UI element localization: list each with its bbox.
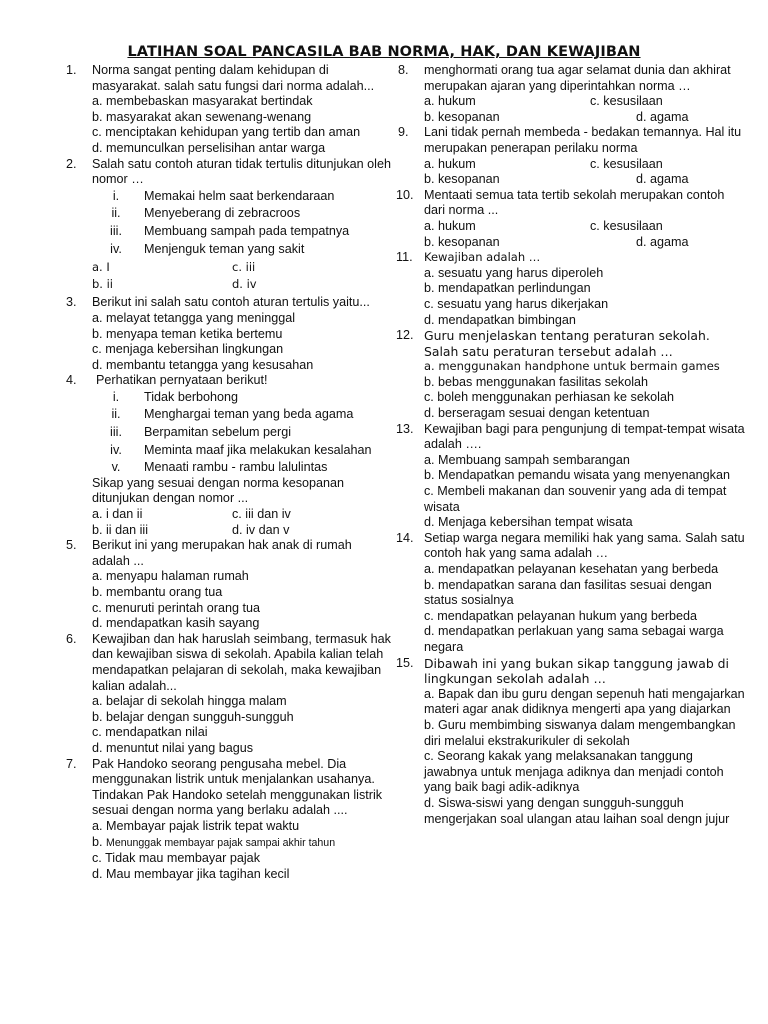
option-b: b. kesopanan: [424, 234, 500, 249]
question-number: 5.: [66, 538, 77, 553]
option-c: c. Seorang kakak yang melaksanakan tanggung jawabnya untuk menjaga adiknya dan menjadi contoh yang baik bagi adik-adiknya: [424, 749, 724, 795]
option-c: c. mendapatkan pelayanan hukum yang berbeda: [424, 608, 698, 623]
option-c: c. Membeli makanan dan souvenir yang ada di tempat wisata: [424, 484, 727, 514]
option-c: c. menciptakan kehidupan yang tertib dan aman: [92, 125, 361, 140]
option-b: b. kesopanan: [424, 109, 500, 124]
question-number: 11.: [396, 250, 413, 265]
option-a: a. Membuang sampah sembarangan: [424, 452, 630, 467]
option-c: c. sesuatu yang harus dikerjakan: [424, 296, 609, 311]
statement-number: i.: [112, 389, 120, 404]
statement-number: iv.: [110, 442, 122, 457]
option-a: a. hukum: [424, 94, 476, 109]
option-d: d. agama: [636, 234, 689, 249]
question-text: Dibawah ini yang bukan sikap tanggung jawab di lingkungan sekolah adalah …: [424, 655, 729, 687]
option-c: c. iii dan iv: [232, 507, 291, 522]
option-c: c. iii: [232, 260, 256, 275]
question-9: [396, 125, 748, 187]
statement-text: Membuang sampah pada tempatnya: [144, 223, 350, 238]
question-number: 14.: [396, 530, 414, 545]
option-row: [92, 507, 392, 523]
statement-number: iii.: [110, 425, 122, 440]
option-row: [424, 235, 748, 251]
question-text: menghormati orang tua agar selamat dunia dan akhirat merupakan ajaran yang diperintahkan norma …: [424, 63, 731, 93]
question-5: [64, 538, 392, 632]
statement-iv: [92, 443, 392, 459]
option-d: d. mendapatkan bimbingan: [424, 312, 576, 327]
option-b: b. mendapatkan perlindungan: [424, 281, 591, 296]
option-a: a. menggunakan handphone untuk bermain games: [424, 359, 720, 374]
question-text: Berikut ini salah satu contoh aturan tertulis yaitu...: [92, 295, 370, 310]
option-b: b. belajar dengan sungguh-sungguh: [92, 709, 294, 724]
question-text: Salah satu contoh aturan tidak tertulis ditunjukan oleh nomor …: [92, 156, 391, 187]
option-d: d. memunculkan perselisihan antar warga: [92, 140, 326, 155]
question-text: Setiap warga negara memiliki hak yang sama. Salah satu contoh hak yang sama adalah …: [424, 530, 745, 561]
question-text-continued: Sikap yang sesuai dengan norma kesopanan ditunjukan dengan nomor ...: [92, 475, 345, 506]
question-8: [396, 63, 748, 125]
statement-i: [92, 390, 392, 406]
statement-text: Tidak berbohong: [144, 389, 239, 404]
question-text: Berikut ini yang merupakan hak anak di rumah adalah ...: [92, 538, 352, 568]
statement-text: Menyeberang di zebracroos: [144, 206, 301, 221]
question-number: 7.: [66, 756, 77, 771]
option-row: [92, 277, 392, 293]
option-a: a. hukum: [424, 156, 476, 171]
question-4: [64, 373, 392, 538]
question-text: Kewajiban bagi para pengunjung di tempat-tempat wisata adalah ….: [424, 421, 745, 452]
option-c: c. menuruti perintah orang tua: [92, 600, 261, 615]
option-row: [424, 94, 748, 110]
statement-text: Memakai helm saat berkendaraan: [144, 188, 335, 203]
option-c: c. menjaga kebersihan lingkungan: [92, 342, 284, 357]
statement-v: [92, 460, 392, 476]
question-14: [396, 531, 748, 656]
statement-number: ii.: [111, 206, 121, 221]
option-row: [424, 110, 748, 126]
option-b-text: Menunggak membayar pajak sampai akhir tahun: [106, 836, 336, 849]
statement-text: Meminta maaf jika melakukan kesalahan: [144, 442, 372, 457]
question-3: [64, 295, 392, 373]
question-6: [64, 632, 392, 757]
statement-text: Berpamitan sebelum pergi: [144, 425, 292, 440]
option-a: a. Membayar pajak listrik tepat waktu: [92, 818, 300, 833]
question-number: 4.: [66, 373, 77, 388]
option-d: d. mendapatkan perlakuan yang sama sebagai warga negara: [424, 624, 724, 654]
question-10: [396, 188, 748, 250]
option-b: [92, 835, 392, 852]
question-15: [396, 656, 748, 828]
statement-ii: [92, 407, 392, 423]
question-text: Kewajiban dan hak haruslah seimbang, termasuk hak dan kewajiban siswa di sekolah. Apabila kalian telah mendapatkan pelajaran di sekolah, maka kewajiban kalian adalah...: [92, 631, 391, 693]
option-d: d. menuntut nilai yang bagus: [92, 740, 254, 755]
question-number: 9.: [398, 125, 409, 140]
question-2: [64, 157, 392, 293]
question-7: [64, 757, 392, 883]
option-a: a. menyapu halaman rumah: [92, 569, 249, 584]
option-d: d. agama: [636, 109, 689, 124]
option-b: b. kesopanan: [424, 172, 500, 187]
option-a: a. i dan ii: [92, 507, 143, 522]
page-title: LATIHAN SOAL PANCASILA BAB NORMA, HAK, DAN KEWAJIBAN: [127, 44, 641, 60]
option-d: d. berseragam sesuai dengan ketentuan: [424, 406, 650, 421]
option-c: c. mendapatkan nilai: [92, 725, 208, 740]
question-text: Norma sangat penting dalam kehidupan di masyarakat. salah satu fungsi dari norma adalah...: [92, 63, 375, 93]
question-text: Lani tidak pernah membeda - bedakan temannya. Hal itu merupakan penerapan perilaku norma: [424, 125, 742, 155]
statement-iii: [92, 224, 392, 240]
option-c: c. kesusilaan: [590, 94, 663, 109]
statement-text: Menjenguk teman yang sakit: [144, 241, 305, 256]
option-d: d. iv dan v: [232, 522, 290, 537]
option-d: d. mendapatkan kasih sayang: [92, 616, 260, 631]
question-11: [396, 250, 748, 328]
right-column: [396, 63, 748, 827]
question-number: 10.: [396, 187, 414, 202]
option-a: a. melayat tetangga yang meninggal: [92, 310, 296, 325]
option-b: b. masyarakat akan sewenang-wenang: [92, 109, 312, 124]
option-b: b. ii dan iii: [92, 522, 149, 537]
statement-text: Menghargai teman yang beda agama: [144, 407, 354, 422]
left-column: [64, 63, 392, 882]
option-b: b. menyapa teman ketika bertemu: [92, 326, 283, 341]
statement-text: Menaati rambu - rambu lalulintas: [144, 460, 328, 475]
option-b-letter: b.: [92, 834, 103, 849]
option-b: b. Mendapatkan pemandu wisata yang menyenangkan: [424, 468, 730, 483]
option-c: c. kesusilaan: [590, 218, 663, 233]
question-number: 3.: [66, 295, 77, 310]
question-text: Kewajiban adalah …: [424, 250, 541, 265]
option-b: b. Guru membimbing siswanya dalam mengembangkan diri melalui ekstrakurikuler di sekolah: [424, 717, 736, 748]
statement-iv: [92, 242, 392, 258]
option-b: b. ii: [92, 276, 114, 291]
statement-ii: [92, 206, 392, 222]
question-13: [396, 422, 748, 531]
option-a: a. belajar di sekolah hingga malam: [92, 694, 287, 709]
question-number: 2.: [66, 156, 77, 171]
question-1: [64, 63, 392, 157]
option-d: d. Mau membayar jika tagihan kecil: [92, 866, 290, 881]
question-number: 1.: [66, 63, 77, 77]
question-text: Mentaati semua tata tertib sekolah merupakan contoh dari norma ...: [424, 187, 725, 218]
statement-number: iii.: [110, 223, 122, 238]
option-row: [92, 260, 392, 276]
question-text: Guru menjelaskan tentang peraturan sekolah. Salah satu peraturan tersebut adalah …: [424, 328, 710, 359]
option-row: [424, 157, 748, 173]
question-12: [396, 328, 748, 422]
option-a: a. membebaskan masyarakat bertindak: [92, 94, 313, 109]
question-number: 12.: [396, 328, 414, 343]
question-number: 13.: [396, 421, 414, 436]
question-text: Perhatikan pernyataan berikut!: [96, 373, 268, 388]
option-a: a. sesuatu yang harus diperoleh: [424, 265, 604, 280]
option-d: d. agama: [636, 172, 689, 187]
statement-iii: [92, 425, 392, 441]
question-number: 6.: [66, 631, 77, 646]
option-b: b. bebas menggunakan fasilitas sekolah: [424, 374, 649, 389]
option-b: b. mendapatkan sarana dan fasilitas sesuai dengan status sosialnya: [424, 577, 712, 608]
option-c: c. kesusilaan: [590, 156, 663, 171]
option-a: a. I: [92, 260, 110, 275]
option-row: [424, 172, 748, 188]
statement-number: v.: [111, 460, 121, 475]
option-row: [424, 219, 748, 235]
statement-number: iv.: [110, 241, 122, 256]
question-number: 15.: [396, 655, 414, 670]
option-d: d. Siswa-siswi yang dengan sungguh-sungguh mengerjakan soal ulangan atau laihan soal dengn jujur: [424, 795, 730, 826]
option-c: c. boleh menggunakan perhiasan ke sekolah: [424, 390, 674, 405]
statement-number: i.: [112, 188, 120, 203]
option-row: [92, 523, 392, 539]
option-d: d. membantu tetangga yang kesusahan: [92, 357, 314, 372]
option-d: d. Menjaga kebersihan tempat wisata: [424, 515, 633, 530]
option-a: a. hukum: [424, 218, 476, 233]
option-a: a. mendapatkan pelayanan kesehatan yang berbeda: [424, 562, 719, 576]
question-text: Pak Handoko seorang pengusaha mebel. Dia menggunakan listrik untuk menjalankan usahanya. Tindakan Pak Handoko setelah menggunakan listrik sesuai dengan norma yang berlaku adalah ....: [92, 756, 383, 818]
option-a: a. Bapak dan ibu guru dengan sepenuh hati mengajarkan materi agar anak didiknya mengerti apa yang diajarkan: [424, 686, 745, 717]
statement-i: [92, 189, 392, 205]
option-d: d. iv: [232, 276, 257, 291]
question-number: 8.: [398, 63, 409, 77]
statement-number: ii.: [111, 407, 121, 422]
option-b: b. membantu orang tua: [92, 585, 223, 599]
option-c: c. Tidak mau membayar pajak: [92, 851, 260, 866]
